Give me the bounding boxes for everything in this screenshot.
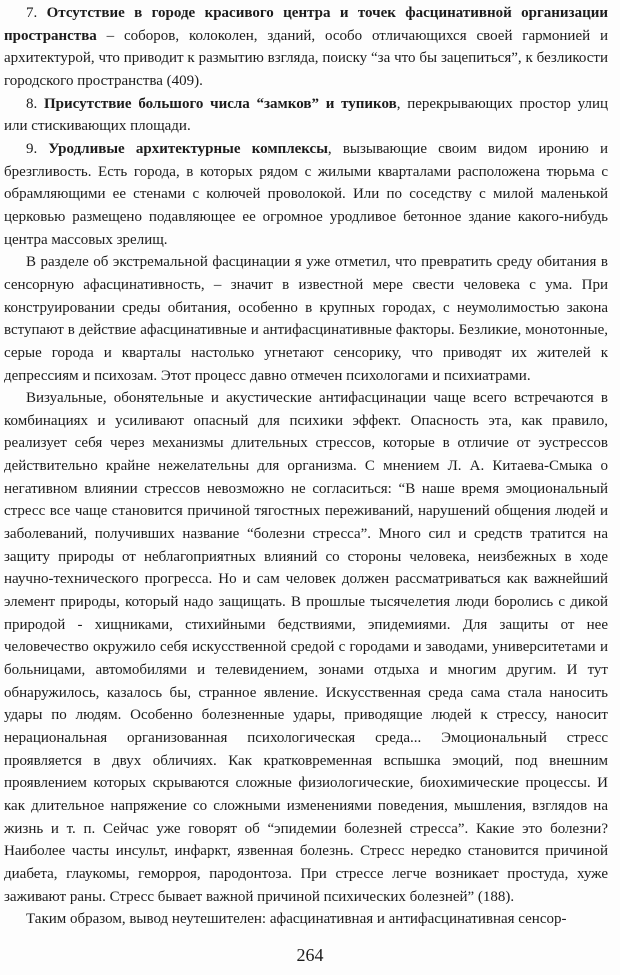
paragraph-item-7 (4, 2, 608, 93)
paragraph: В разделе об экстремальной фасцинации я уже отметил, что превратить среду обитания в сенсорную афасцинативность, – значит в известной мере свести человека с ума. При конструировании среды обитания, особенно в крупных городах, с неумолимостью закона вступают в действие афасцинативные и антифасцинативные факторы. Безликие, монотонные, серые города и кварталы настолько угнетают сенсорику, что приводят их жителей к депрессиям и психозам. Этот процесс давно отмечен психологами и психиатрами. (4, 254, 608, 384)
paragraph-item-8 (4, 93, 608, 138)
item-text: , перекрывающих простор улиц или стискивающих площади. (4, 95, 608, 135)
item-heading: Отсутствие в городе красивого центра и точек фасцинативной организации пространства (4, 5, 609, 44)
item-text: , вызывающие своим видом иронию и брезгливость. Есть города, в которых рядом с жилыми кварталами расположена тюрьма с обрамляющими ее стенами с колючей проволокой. Или по соседству с милой маленькой церковью размещено подавляющее ее огромное уродливое бетонное здание какого-нибудь центра массовых зрелищ. (4, 140, 608, 248)
paragraph-item-9 (4, 138, 608, 251)
item-number: 7. (26, 5, 38, 21)
item-heading: Уродливые архитектурные комплексы (48, 140, 328, 157)
item-heading: Присутствие большого числа “замков” и тупиков (44, 95, 397, 112)
item-number: 8. (26, 95, 38, 112)
item-text: – соборов, колоколен, зданий, особо отличающихся своей гармонией и архитектурой, что приводит к размытию взгляда, поиску “за что бы зацепиться”, к безликости городского пространства (409). (4, 27, 608, 89)
body-text (4, 2, 608, 931)
page-number: 264 (296, 945, 324, 965)
item-number: 9. (26, 140, 38, 157)
paragraph: Визуальные, обонятельные и акустические антифасцинации чаще всего встречаются в комбинациях и усиливают опасный для психики эффект. Опасность эта, как правило, реализует себя через механизмы длительных стрессов, которые в отличие от эустрессов действительно крайне нежелательны для организма. С мнением Л. А. Китаева-Смыка о негативном влиянии стрессов невозможно не согласиться: “В наше время эмоциональный стресс все чаще становится причиной тягостных переживаний, нарушений общения людей и заболеваний, получивших название “болезни стресса”. Много сил и средств тратится на защиту природы от неблагоприятных влияний со стороны человека, неизбежных в ходе научно-технического прогресса. Но и сам человек должен рассматриваться как важнейший элемент природы, который надо защищать. В прошлые тысячелетия люди боролись с дикой природой - хищниками, стихийными бедствиями, эпидемиями. Для защиты от нее человечество окружило себя искусственной средой с городами и заводами, университетами и больницами, автомобилями и телевидением, зонами отдыха и многим другим. И тут обнаружилось, казалось бы, странное явление. Искусственная среда сама стала наносить удары по людям. Особенно болезненные удары, приводящие людей к стрессу, наносит нерациональная организованная психологическая среда... Эмоциональный стресс проявляется в двух обличиях. Как кратковременная вспышка эмоций, под внешним проявлением которых скрываются сложные физиологические, биохимические процессы. И как длительное напряжение со сложными изменениями поведения, мышления, взглядов на жизнь и т. п. Сейчас уже говорят об “эпидемии болезней стресса”. Какие это болезни? Наиболее часты инсульт, инфаркт, язвенная болезнь. Стресс нередко становится причиной диабета, глаукомы, геморроя, пародонтоза. При стрессе легче возникает простуда, хуже заживают раны. Стресс бывает важной причиной психических болезней” (188). (4, 390, 608, 905)
paragraph: Таким образом, вывод неутешителен: афасцинативная и антифасцинативная сенсор- (26, 911, 567, 928)
